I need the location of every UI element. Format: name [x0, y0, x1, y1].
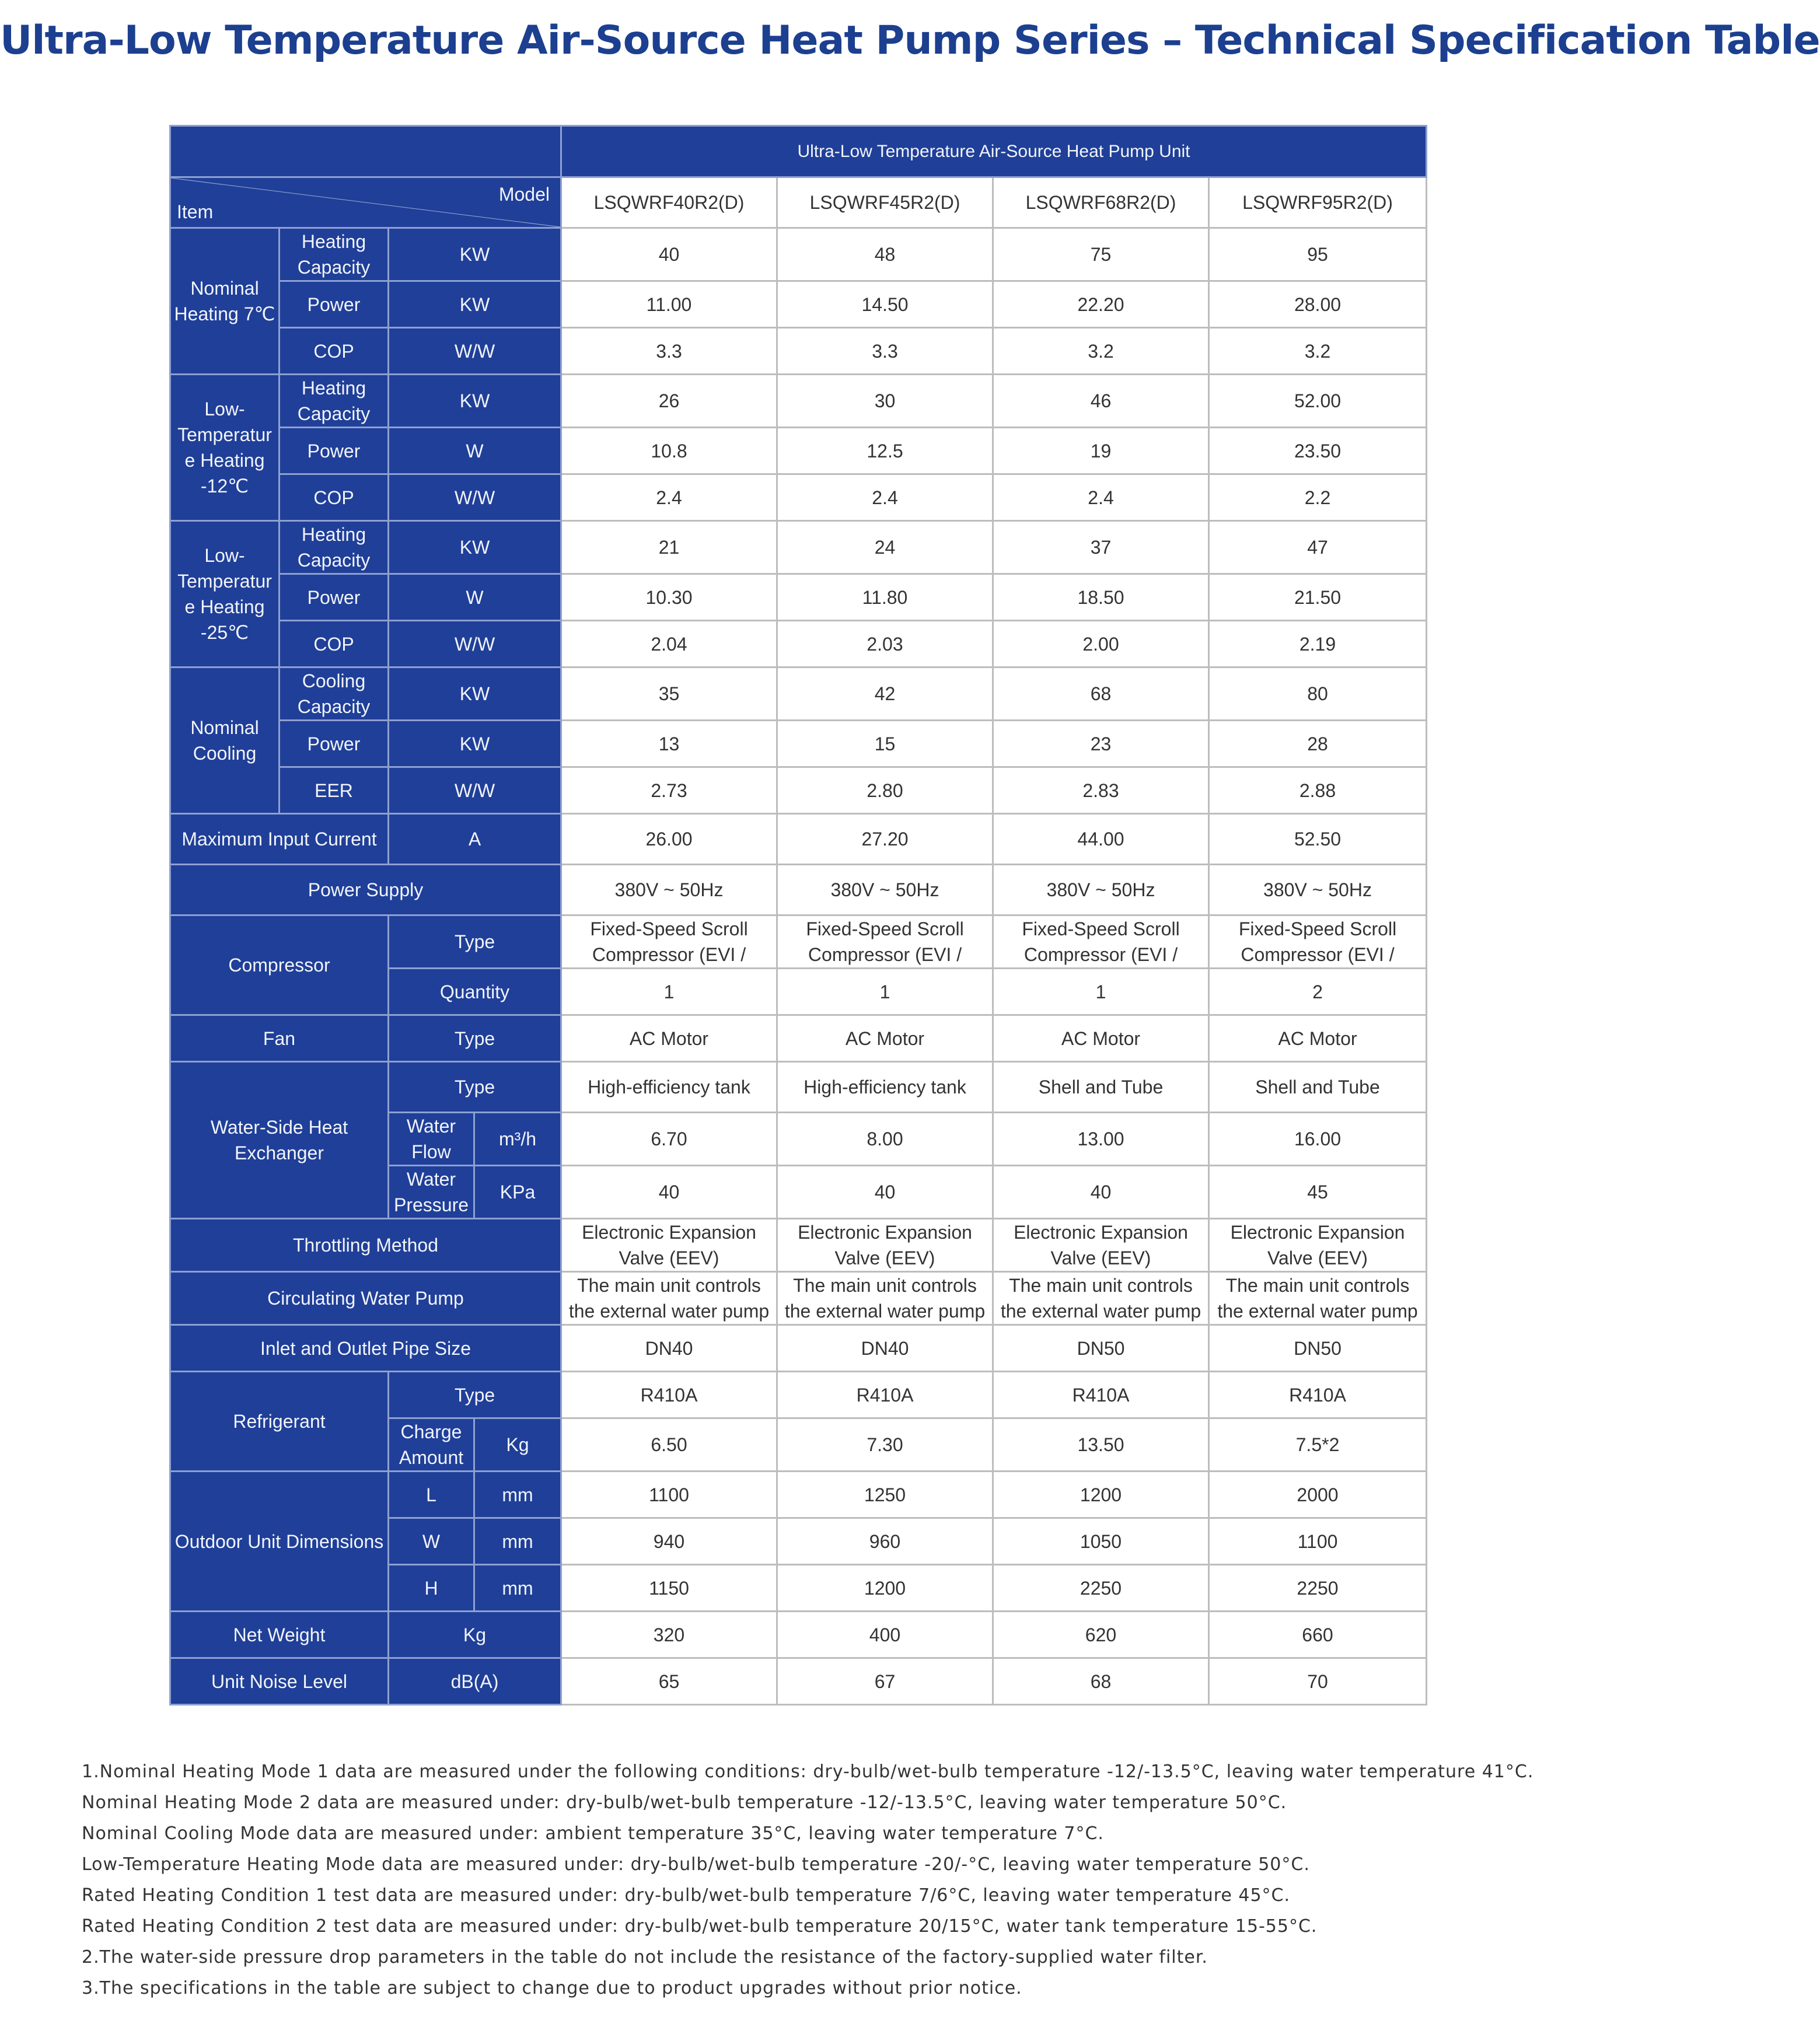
value-cell: 2.04 [561, 621, 777, 667]
value-cell: 27.20 [777, 814, 993, 865]
cell-text: The main unit controls the external water pump [1000, 1275, 1201, 1322]
row-label [389, 1166, 474, 1219]
value-cell: 380V ~ 50Hz [561, 865, 777, 915]
value-cell: 67 [777, 1658, 993, 1705]
value-cell: DN40 [777, 1325, 993, 1372]
value-cell: 11.00 [561, 281, 777, 328]
value-cell: 12.5 [777, 428, 993, 474]
value-cell: 1100 [1209, 1518, 1427, 1565]
row-label: Type [389, 915, 561, 969]
value-cell: 2.00 [993, 621, 1209, 667]
value-cell: 21.50 [1209, 574, 1427, 621]
corner-header-cell [170, 177, 561, 228]
group-refrigerant: Refrigerant [170, 1372, 389, 1472]
unit-cell: dB(A) [389, 1658, 561, 1705]
unit-cell: mm [474, 1472, 561, 1518]
value-cell: 1100 [561, 1472, 777, 1518]
table-row [170, 1612, 1427, 1658]
value-cell: 30 [777, 375, 993, 428]
footnote: Nominal Cooling Mode data are measured under: ambient temperature 35°C, leaving water temperature 7°C. [82, 1823, 1104, 1844]
table-row [170, 474, 1427, 521]
value-cell: 940 [561, 1518, 777, 1565]
group-low-temp-heating-12: Low-Temperatur e Heating -12℃ [170, 375, 280, 521]
value-cell: 380V ~ 50Hz [1209, 865, 1427, 915]
table-row [170, 126, 1427, 177]
value-cell: 380V ~ 50Hz [993, 865, 1209, 915]
cell-text: Electronic Expansion Valve (EEV) [1230, 1222, 1405, 1268]
row-label: Charge Amount [389, 1418, 474, 1472]
table-row [170, 865, 1427, 915]
footnote: Rated Heating Condition 2 test data are measured under: dry-bulb/wet-bulb temperature 20/15°C, water tank temperature 15-55°C. [82, 1916, 1318, 1937]
footnote: Rated Heating Condition 1 test data are measured under: dry-bulb/wet-bulb temperature 7/6°C, leaving water temperature 45°C. [82, 1885, 1291, 1906]
value-cell: 40 [993, 1166, 1209, 1219]
group-nominal-cooling: Nominal Cooling [170, 667, 280, 814]
unit-cell: W/W [389, 328, 561, 375]
value-cell: 3.2 [1209, 328, 1427, 375]
value-cell: 6.50 [561, 1418, 777, 1472]
footnote: Low-Temperature Heating Mode data are measured under: dry-bulb/wet-bulb temperature -20/-°C, leaving water temperature 50°C. [82, 1854, 1310, 1875]
cell-text: Electronic Expansion Valve (EEV) [1014, 1222, 1188, 1268]
table-row [170, 177, 1427, 228]
value-cell: 13.50 [993, 1418, 1209, 1472]
row-label: Cooling Capacity [280, 667, 389, 721]
value-cell: High-efficiency tank [777, 1062, 993, 1113]
value-cell: 2.4 [777, 474, 993, 521]
value-cell: 1200 [993, 1472, 1209, 1518]
model-header-cell: LSQWRF95R2(D) [1209, 177, 1427, 228]
group-low-temp-heating-25: Low-Temperatur e Heating -25℃ [170, 521, 280, 667]
footnote: 3.The specifications in the table are subject to change due to product upgrades without prior notice. [82, 1978, 1022, 1998]
value-cell: 1 [561, 969, 777, 1015]
value-cell: 620 [993, 1612, 1209, 1658]
row-label: Power [280, 721, 389, 767]
value-cell: 42 [777, 667, 993, 721]
value-cell: 1 [993, 969, 1209, 1015]
footnote: Nominal Heating Mode 2 data are measured under: dry-bulb/wet-bulb temperature -12/-13.5°C, leaving water temperature 50°C. [82, 1792, 1287, 1813]
value-cell: R410A [993, 1372, 1209, 1418]
model-header-cell: LSQWRF68R2(D) [993, 177, 1209, 228]
table-row [170, 1062, 1427, 1113]
row-label: EER [280, 767, 389, 814]
value-cell: 2250 [993, 1565, 1209, 1612]
value-cell: 95 [1209, 228, 1427, 281]
cell-text: Fixed-Speed Scroll Compressor (EVI / [1022, 918, 1180, 965]
row-label: Heating Capacity [280, 521, 389, 574]
unit-cell: Kg [389, 1612, 561, 1658]
value-cell: 70 [1209, 1658, 1427, 1705]
row-label: Power [280, 428, 389, 474]
unit-cell: KW [389, 721, 561, 767]
table-row [170, 1658, 1427, 1705]
value-cell: Shell and Tube [993, 1062, 1209, 1113]
value-cell: 16.00 [1209, 1113, 1427, 1166]
cell-text: Fixed-Speed Scroll Compressor (EVI / [590, 918, 748, 965]
row-label: L [389, 1472, 474, 1518]
table-row [170, 521, 1427, 574]
unit-cell: Kg [474, 1418, 561, 1472]
row-label: Type [389, 1015, 561, 1062]
row-label: Heating Capacity [280, 375, 389, 428]
row-label: Heating Capacity [280, 228, 389, 281]
row-label: Power [280, 574, 389, 621]
value-cell: 37 [993, 521, 1209, 574]
value-cell: 1250 [777, 1472, 993, 1518]
value-cell: 24 [777, 521, 993, 574]
table-row [170, 1472, 1427, 1518]
page-title: Ultra-Low Temperature Air-Source Heat Pump Series – Technical Specification Table [0, 18, 1820, 64]
group-outdoor-dimensions: Outdoor Unit Dimensions [170, 1472, 389, 1612]
group-nominal-heating: Nominal Heating 7℃ [170, 228, 280, 375]
cell-text: Water Flow [406, 1116, 456, 1162]
table-row [170, 814, 1427, 865]
cell-text: The main unit controls the external water pump [1217, 1275, 1418, 1322]
unit-cell: mm [474, 1565, 561, 1612]
value-cell: 960 [777, 1518, 993, 1565]
value-cell: 15 [777, 721, 993, 767]
table-row [170, 1372, 1427, 1418]
value-cell: AC Motor [993, 1015, 1209, 1062]
unit-cell: W [389, 574, 561, 621]
unit-cell: mm [474, 1518, 561, 1565]
value-cell: 320 [561, 1612, 777, 1658]
value-cell: 10.8 [561, 428, 777, 474]
value-cell: 11.80 [777, 574, 993, 621]
value-cell: AC Motor [777, 1015, 993, 1062]
table-row [170, 621, 1427, 667]
value-cell: 2.19 [1209, 621, 1427, 667]
value-cell: 46 [993, 375, 1209, 428]
footnotes [82, 1756, 1564, 2004]
value-cell [561, 1219, 777, 1272]
value-cell: 3.2 [993, 328, 1209, 375]
cell-text: The main unit controls the external water pump [568, 1275, 770, 1322]
corner-model-label: Model [498, 184, 550, 205]
value-cell [1209, 1272, 1427, 1325]
table-row [170, 1015, 1427, 1062]
value-cell: R410A [1209, 1372, 1427, 1418]
table-row [170, 375, 1427, 428]
table-row [170, 915, 1427, 969]
value-cell: DN50 [1209, 1325, 1427, 1372]
value-cell: 2.4 [993, 474, 1209, 521]
unit-cell: KW [389, 228, 561, 281]
unit-cell: KW [389, 281, 561, 328]
table-row [170, 281, 1427, 328]
row-label-pipe-size: Inlet and Outlet Pipe Size [170, 1325, 561, 1372]
unit-cell: KPa [474, 1166, 561, 1219]
unit-cell: m³/h [474, 1113, 561, 1166]
value-cell: 2250 [1209, 1565, 1427, 1612]
footnote: 1.Nominal Heating Mode 1 data are measured under the following conditions: dry-bulb/wet-bulb temperature -12/-13.5°C, leaving water temperature 41°C. [82, 1762, 1534, 1782]
row-label [389, 1113, 474, 1166]
value-cell: 68 [993, 1658, 1209, 1705]
spec-table [169, 125, 1427, 1706]
value-cell: 45 [1209, 1166, 1427, 1219]
value-cell: R410A [777, 1372, 993, 1418]
row-label: Quantity [389, 969, 561, 1015]
row-label-throttling: Throttling Method [170, 1219, 561, 1272]
table-row [170, 574, 1427, 621]
value-cell: 40 [561, 1166, 777, 1219]
model-header-cell: LSQWRF45R2(D) [777, 177, 993, 228]
value-cell: 400 [777, 1612, 993, 1658]
row-label-power-supply: Power Supply [170, 865, 561, 915]
value-cell: 1150 [561, 1565, 777, 1612]
value-cell: 2.83 [993, 767, 1209, 814]
value-cell: 2.80 [777, 767, 993, 814]
value-cell: 2 [1209, 969, 1427, 1015]
unit-cell: KW [389, 667, 561, 721]
value-cell: 44.00 [993, 814, 1209, 865]
value-cell: 23 [993, 721, 1209, 767]
value-cell [561, 1272, 777, 1325]
row-label: COP [280, 621, 389, 667]
value-cell: High-efficiency tank [561, 1062, 777, 1113]
table-row [170, 428, 1427, 474]
model-header-cell: LSQWRF40R2(D) [561, 177, 777, 228]
value-cell: 1200 [777, 1565, 993, 1612]
value-cell: 2.88 [1209, 767, 1427, 814]
row-label: H [389, 1565, 474, 1612]
value-cell: 68 [993, 667, 1209, 721]
unit-cell: W/W [389, 474, 561, 521]
value-cell: 10.30 [561, 574, 777, 621]
row-label: W [389, 1518, 474, 1565]
value-cell: 28.00 [1209, 281, 1427, 328]
row-label: COP [280, 474, 389, 521]
row-label: COP [280, 328, 389, 375]
table-row [170, 667, 1427, 721]
value-cell: 23.50 [1209, 428, 1427, 474]
value-cell: 13 [561, 721, 777, 767]
value-cell [777, 915, 993, 969]
value-cell: 80 [1209, 667, 1427, 721]
value-cell: R410A [561, 1372, 777, 1418]
value-cell: 21 [561, 521, 777, 574]
value-cell: 1050 [993, 1518, 1209, 1565]
cell-text: The main unit controls the external water pump [784, 1275, 986, 1322]
value-cell: DN40 [561, 1325, 777, 1372]
group-water-side-hx: Water-Side Heat Exchanger [170, 1062, 389, 1219]
value-cell [993, 1219, 1209, 1272]
value-cell: 3.3 [561, 328, 777, 375]
value-cell: 7.5*2 [1209, 1418, 1427, 1472]
table-banner: Ultra-Low Temperature Air-Source Heat Pump Unit [561, 126, 1427, 177]
unit-cell: A [389, 814, 561, 865]
table-row [170, 228, 1427, 281]
value-cell [777, 1272, 993, 1325]
cell-text: Water Pressure [393, 1169, 469, 1215]
group-compressor: Compressor [170, 915, 389, 1015]
value-cell: 7.30 [777, 1418, 993, 1472]
table-row [170, 1219, 1427, 1272]
value-cell: 75 [993, 228, 1209, 281]
unit-cell: KW [389, 521, 561, 574]
value-cell [777, 1219, 993, 1272]
cell-text: Fixed-Speed Scroll Compressor (EVI / [806, 918, 964, 965]
cell-text: Fixed-Speed Scroll Compressor (EVI / [1238, 918, 1397, 965]
value-cell: 2.2 [1209, 474, 1427, 521]
cell-text: Electronic Expansion Valve (EEV) [582, 1222, 756, 1268]
table-row [170, 1272, 1427, 1325]
value-cell: AC Motor [561, 1015, 777, 1062]
table-row [170, 767, 1427, 814]
value-cell [561, 915, 777, 969]
value-cell: 35 [561, 667, 777, 721]
value-cell: 13.00 [993, 1113, 1209, 1166]
value-cell: 22.20 [993, 281, 1209, 328]
value-cell: 2000 [1209, 1472, 1427, 1518]
corner-item-label: Item [177, 201, 214, 222]
unit-cell: W/W [389, 767, 561, 814]
value-cell [993, 915, 1209, 969]
value-cell: 52.50 [1209, 814, 1427, 865]
value-cell [1209, 915, 1427, 969]
row-label: Power [280, 281, 389, 328]
value-cell: Shell and Tube [1209, 1062, 1427, 1113]
unit-cell: KW [389, 375, 561, 428]
value-cell [1209, 1219, 1427, 1272]
row-label: Type [389, 1062, 561, 1113]
value-cell: 2.4 [561, 474, 777, 521]
row-label: Type [389, 1372, 561, 1418]
group-fan: Fan [170, 1015, 389, 1062]
value-cell: 1 [777, 969, 993, 1015]
value-cell: 2.03 [777, 621, 993, 667]
value-cell: 660 [1209, 1612, 1427, 1658]
table-row [170, 328, 1427, 375]
value-cell: 2.73 [561, 767, 777, 814]
value-cell: 8.00 [777, 1113, 993, 1166]
table-row [170, 721, 1427, 767]
unit-cell: W [389, 428, 561, 474]
value-cell: DN50 [993, 1325, 1209, 1372]
value-cell: 65 [561, 1658, 777, 1705]
value-cell: 6.70 [561, 1113, 777, 1166]
value-cell: AC Motor [1209, 1015, 1427, 1062]
value-cell: 26.00 [561, 814, 777, 865]
value-cell: 40 [561, 228, 777, 281]
value-cell: 52.00 [1209, 375, 1427, 428]
value-cell: 28 [1209, 721, 1427, 767]
value-cell: 14.50 [777, 281, 993, 328]
value-cell: 48 [777, 228, 993, 281]
value-cell: 40 [777, 1166, 993, 1219]
cell-text: Electronic Expansion Valve (EEV) [798, 1222, 972, 1268]
banner-spacer-cell [170, 126, 561, 177]
footnote: 2.The water-side pressure drop parameters in the table do not include the resistance of the factory-supplied water filter. [82, 1947, 1208, 1967]
row-label-net-weight: Net Weight [170, 1612, 389, 1658]
row-label-max-current: Maximum Input Current [170, 814, 389, 865]
value-cell: 26 [561, 375, 777, 428]
row-label-noise: Unit Noise Level [170, 1658, 389, 1705]
value-cell: 380V ~ 50Hz [777, 865, 993, 915]
value-cell: 18.50 [993, 574, 1209, 621]
value-cell: 19 [993, 428, 1209, 474]
row-label-pump: Circulating Water Pump [170, 1272, 561, 1325]
unit-cell: W/W [389, 621, 561, 667]
value-cell: 47 [1209, 521, 1427, 574]
table-row [170, 1325, 1427, 1372]
value-cell: 3.3 [777, 328, 993, 375]
value-cell [993, 1272, 1209, 1325]
